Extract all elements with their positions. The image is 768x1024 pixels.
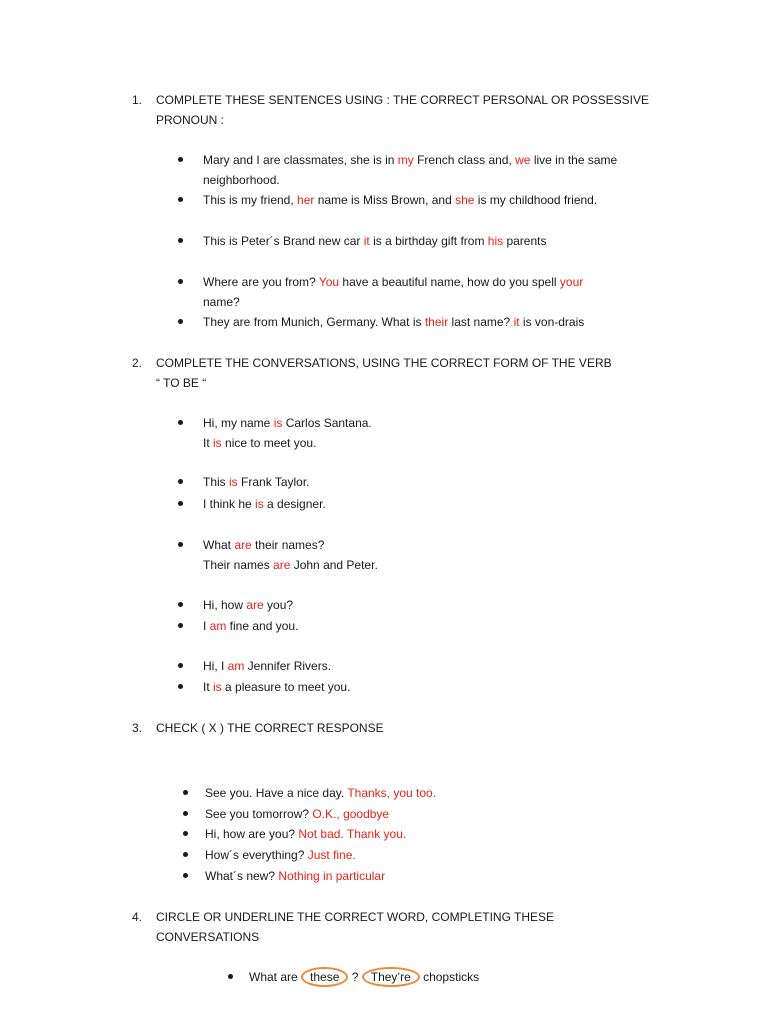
list-item: They are from Munich, Germany. What is their last name? it is von-drais	[203, 315, 585, 329]
list-item: What are their names?	[203, 538, 325, 552]
bullet-icon	[183, 811, 188, 816]
list-item: Hi, my name is Carlos Santana.	[203, 416, 372, 430]
bullet-icon	[178, 602, 183, 607]
bullet-icon	[178, 279, 183, 284]
bullet-icon	[178, 684, 183, 689]
list-item-continuation: Their names are John and Peter.	[203, 558, 378, 572]
list-item: Where are you from? You have a beautiful name, how do you spell your	[203, 275, 584, 289]
section-4-number: 4.	[132, 910, 143, 924]
list-item: How´s everything? Just fine.	[205, 848, 356, 862]
list-item-continuation: It is nice to meet you.	[203, 436, 317, 450]
bullet-icon	[178, 501, 183, 506]
section-2-heading: COMPLETE THE CONVERSATIONS, USING THE CORRECT FORM OF THE VERB	[156, 356, 612, 370]
bullet-icon	[178, 420, 183, 425]
bullet-icon	[178, 479, 183, 484]
section-2-number: 2.	[132, 356, 143, 370]
section-1-heading-cont: PRONOUN :	[156, 113, 225, 127]
section-1-heading: COMPLETE THESE SENTENCES USING : THE CORRECT PERSONAL OR POSSESSIVE	[156, 93, 650, 107]
list-item: I am fine and you.	[203, 619, 299, 633]
circled-answer: these	[301, 967, 348, 987]
section-2-heading-cont: “ TO BE “	[156, 376, 207, 390]
list-item: Hi, I am Jennifer Rivers.	[203, 659, 332, 673]
list-item: This is my friend, her name is Miss Brown, and she is my childhood friend.	[203, 193, 598, 207]
section-4-heading-cont: CONVERSATIONS	[156, 930, 260, 944]
bullet-icon	[178, 238, 183, 243]
bullet-icon	[178, 623, 183, 628]
bullet-icon	[183, 790, 188, 795]
list-item: It is a pleasure to meet you.	[203, 680, 351, 694]
bullet-icon	[228, 974, 233, 979]
list-item: Hi, how are you? Not bad. Thank you.	[205, 827, 407, 841]
section-3-heading: CHECK ( X ) THE CORRECT RESPONSE	[156, 721, 384, 735]
list-item: I think he is a designer.	[203, 497, 326, 511]
list-item: What are these ? They’re chopsticks	[249, 969, 479, 985]
bullet-icon	[178, 319, 183, 324]
list-item: This is Frank Taylor.	[203, 475, 310, 489]
bullet-icon	[183, 873, 188, 878]
list-item: See you. Have a nice day. Thanks, you too.	[205, 786, 437, 800]
bullet-icon	[178, 663, 183, 668]
list-item: See you tomorrow? O.K., goodbye	[205, 807, 390, 821]
bullet-icon	[178, 197, 183, 202]
list-item-continuation: neighborhood.	[203, 173, 280, 187]
bullet-icon	[178, 157, 183, 162]
bullet-icon	[183, 852, 188, 857]
bullet-icon	[183, 831, 188, 836]
section-1-number: 1.	[132, 93, 143, 107]
list-item: This is Peter´s Brand new car it is a birthday gift from his parents	[203, 234, 547, 248]
list-item-continuation: name?	[203, 295, 240, 309]
section-4-heading: CIRCLE OR UNDERLINE THE CORRECT WORD, COMPLETING THESE	[156, 910, 555, 924]
list-item: What´s new? Nothing in particular	[205, 869, 386, 883]
section-3-number: 3.	[132, 721, 143, 735]
circled-answer: They’re	[362, 967, 420, 987]
list-item: Mary and I are classmates, she is in my French class and, we live in the same	[203, 153, 618, 167]
bullet-icon	[178, 542, 183, 547]
list-item: Hi, how are you?	[203, 598, 294, 612]
